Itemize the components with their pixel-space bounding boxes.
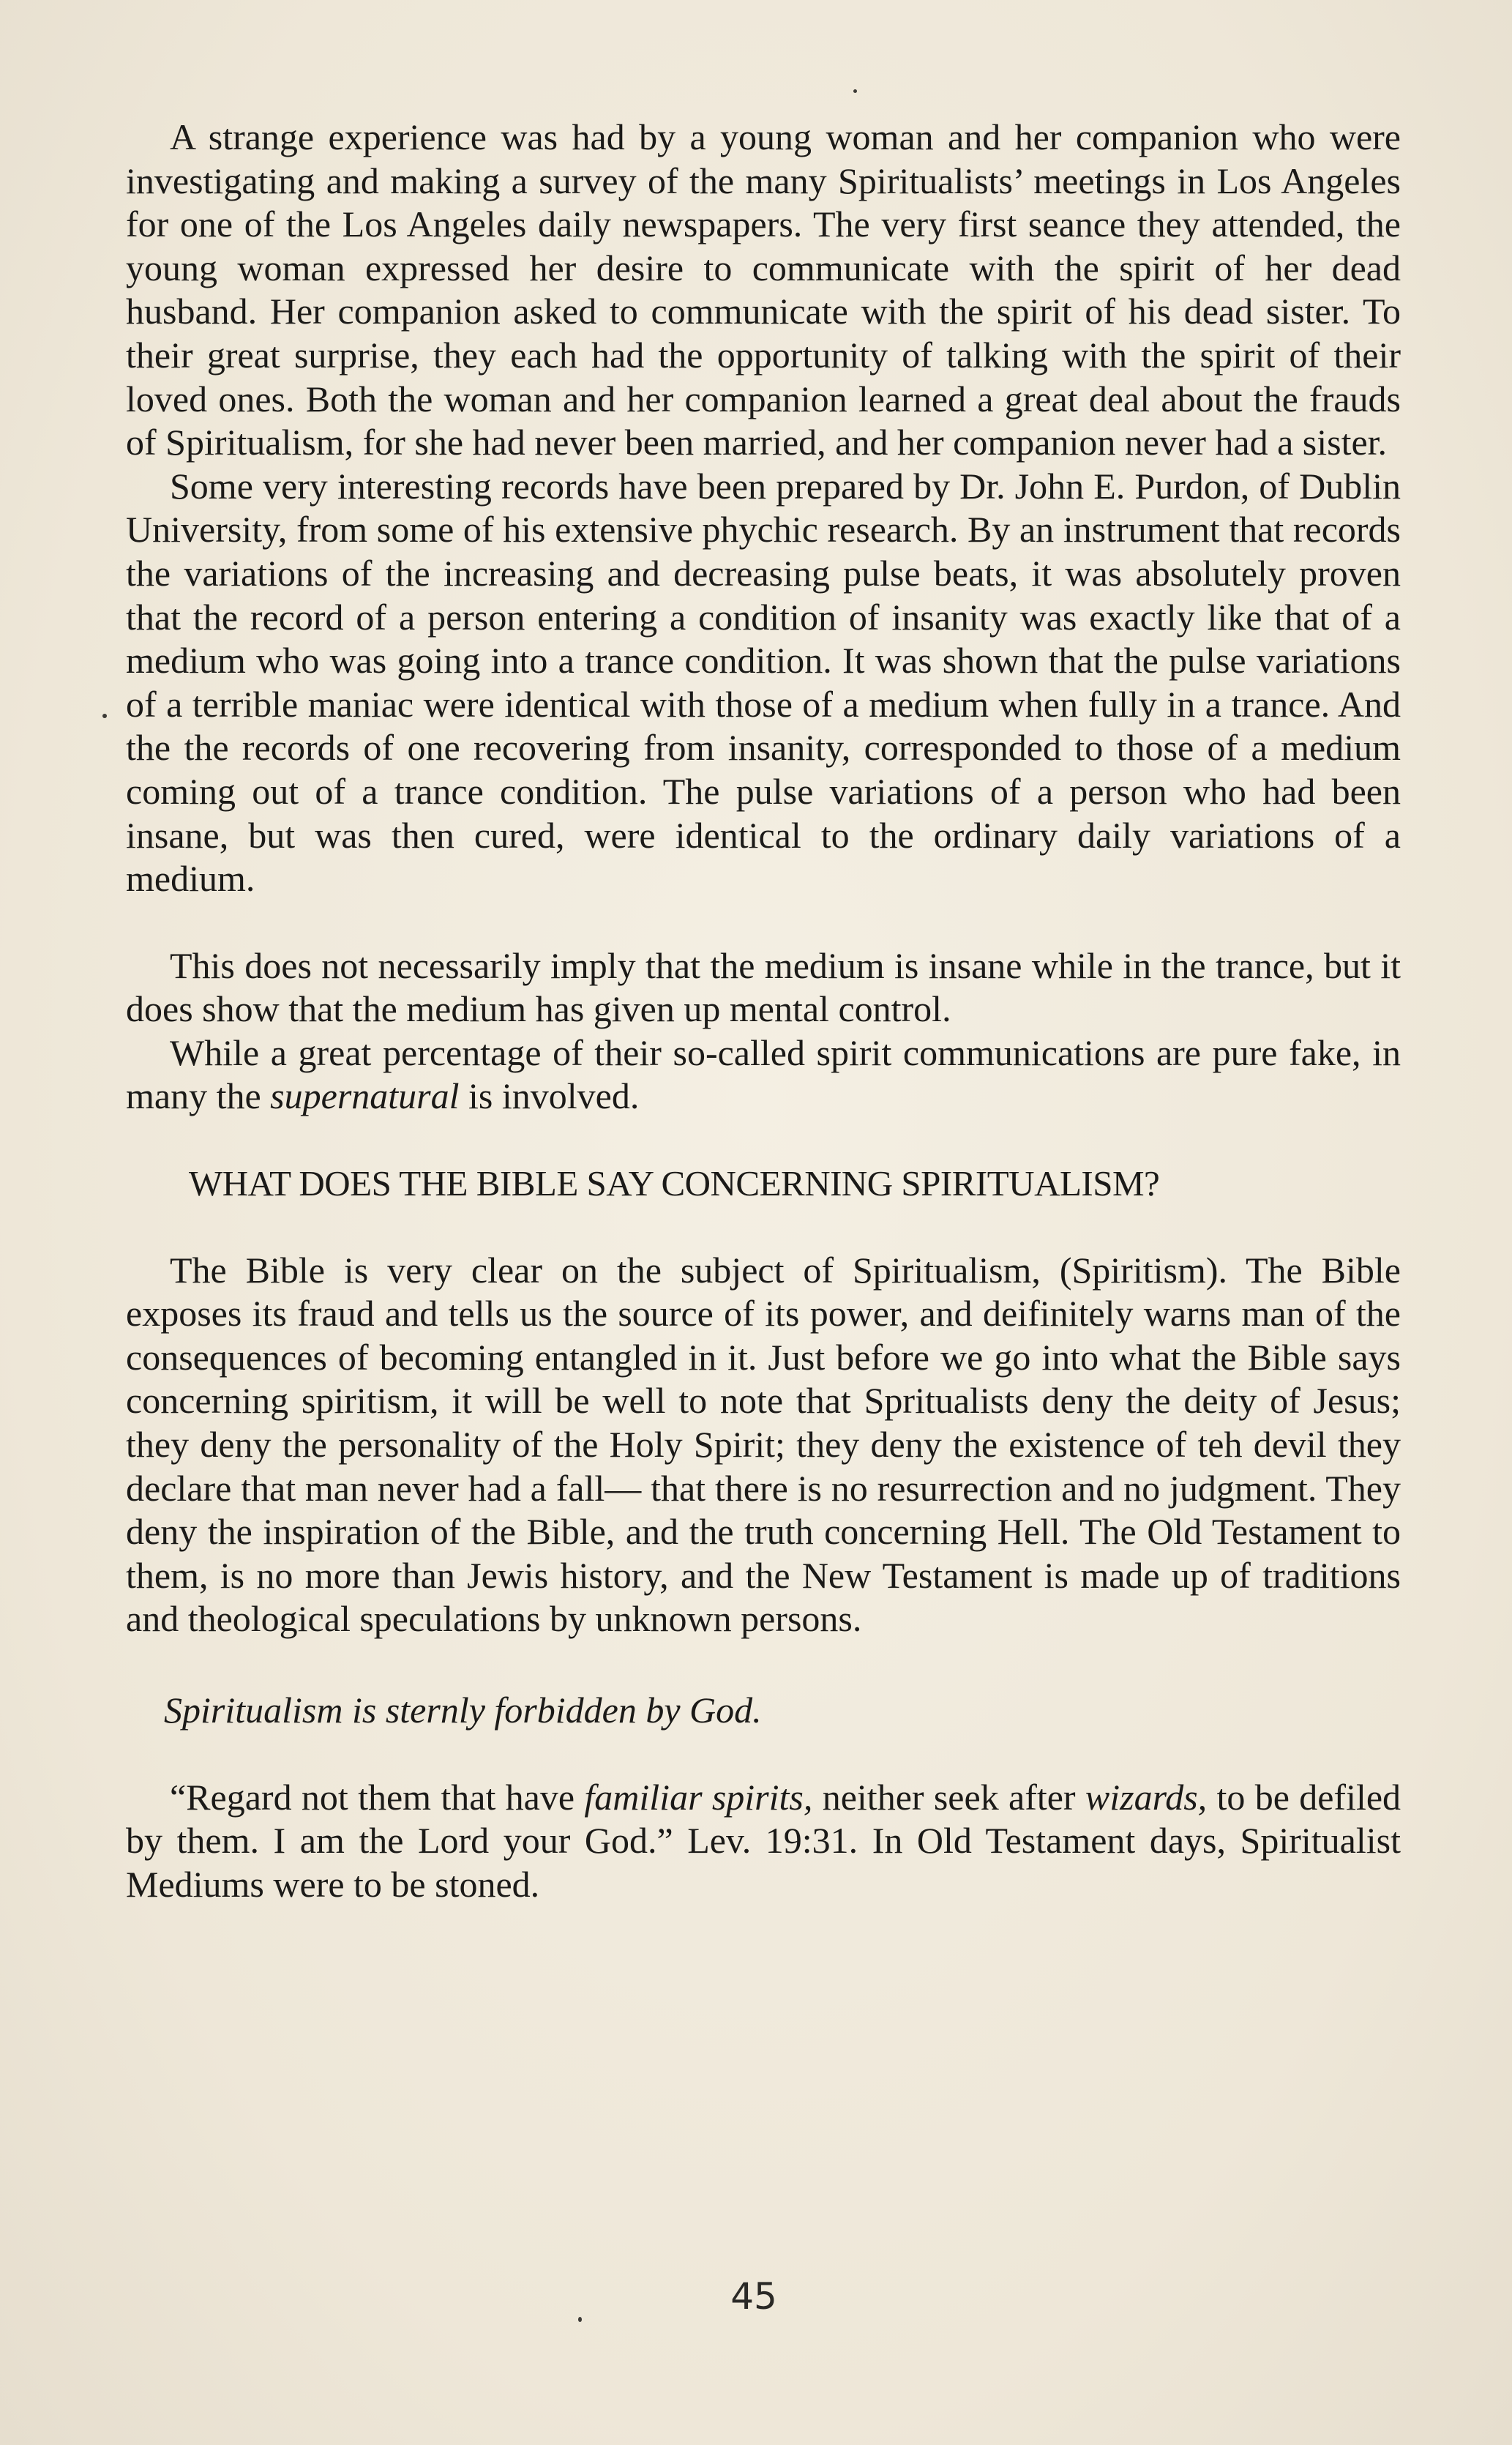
paragraph-bible-clear: The Bible is very clear on the subject of Spiritualism, (Spiritism). The Bible exposes its fraud and tells us the source of its power, and deifinitely warns man of the consequences of becoming entangled in it. Just before we go into what the Bible says concerning spiritism, it will be well to note that Spritualists deny the deity of Jesus; they deny the personality of the Holy Spirit; they deny the existence of teh devil they declare that man never had a fall— that there is no resurrection and no judgment. They deny the inspiration of the Bible, and the truth concerning Hell. The Old Testament to them, is no more than Jewis history, and the New Testament is made up of traditions and theological speculations by unknown persons. — [126, 1249, 1401, 1640]
section-heading: WHAT DOES THE BIBLE SAY CONCERNING SPIRITUALISM? — [189, 1163, 1160, 1204]
paper-speck — [578, 2317, 582, 2322]
quote-middle-text: neither seek after — [822, 1776, 1076, 1818]
paragraph-leviticus-quote — [126, 1776, 1401, 1907]
paragraph-medium-control: This does not necessarily imply that the medium is insane while in the trance, but it does show that the medium has given up mental control. — [126, 944, 1401, 1030]
paper-speck — [102, 714, 107, 718]
subheading-forbidden: Spiritualism is sternly forbidden by God. — [164, 1690, 762, 1731]
paragraph-supernatural — [126, 1031, 1401, 1119]
page-number: 45 — [730, 2275, 777, 2318]
quote-tail-text: to be defiled by them. I am the Lord your God.” Lev. 19:31. In Old Testament days, Spiritualist Mediums were to be stoned. — [126, 1776, 1401, 1905]
quote-wizards: wizards, — [1085, 1776, 1208, 1818]
paper-speck — [853, 89, 857, 93]
page-body — [126, 116, 1401, 1906]
paragraph-purdon-research: Some very interesting records have been prepared by Dr. John E. Purdon, of Dublin University, from some of his extensive phychic research. By an instrument that records the variations of the increasing and decreasing pulse beats, it was absolutely proven that the record of a person entering a condition of insanity was exactly like that of a medium who was going into a trance condition. It was shown that the pulse variations of a terrible maniac were identical with those of a medium when fully in a trance. And the the records of one recovering from insanity, corresponded to those of a medium coming out of a trance condition. The pulse variations of a person who had been insane, but was then cured, were identical to the ordinary daily variations of a medium. — [126, 465, 1401, 900]
quote-familiar-spirits: familiar spirits, — [584, 1776, 813, 1818]
supernatural-tail-text: is involved. — [468, 1075, 640, 1117]
quote-lead-text: “Regard not them that have — [170, 1776, 575, 1818]
paragraph-seance-story: A strange experience was had by a young woman and her companion who were investigating and making a survey of the many Spiritualists’ meetings in Los Angeles for one of the Los Angeles daily newspapers. The very first seance they attended, the young woman expressed her desire to communicate with the spirit of her dead husband. Her companion asked to communicate with the spirit of his dead sister. To their great surprise, they each had the opportunity of talking with the spirit of their loved ones. Both the woman and her companion learned a great deal about the frauds of Spiritualism, for she had never been married, and her companion never had a sister. — [126, 116, 1401, 463]
supernatural-lead-text: While a great percentage of their so-called spirit communications are pure fake, in many the — [126, 1031, 1401, 1117]
supernatural-emphasis: supernatural — [270, 1075, 460, 1117]
